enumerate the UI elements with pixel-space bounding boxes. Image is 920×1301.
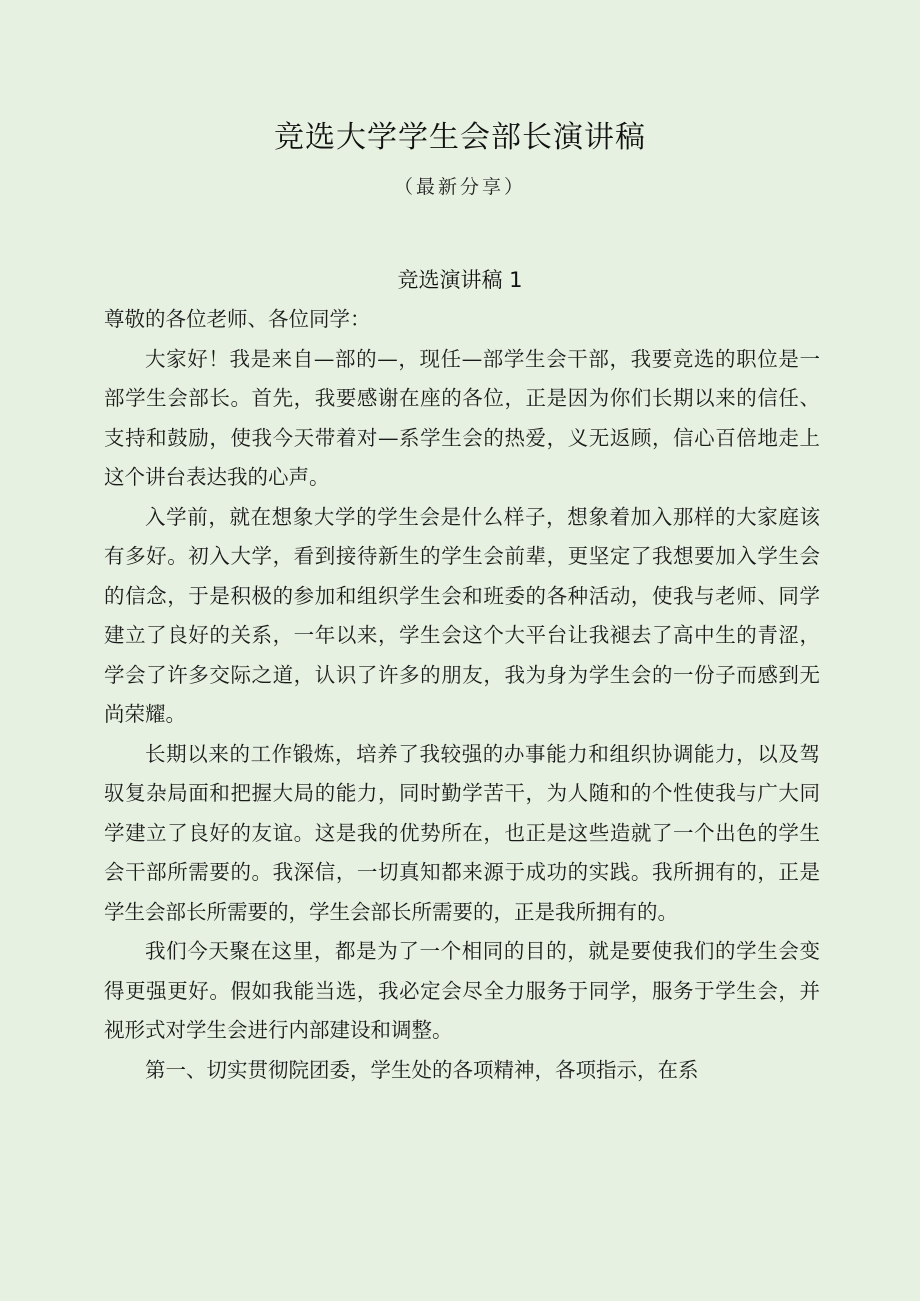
section-heading: 竞选演讲稿 1 bbox=[397, 268, 523, 292]
paragraph: 第一、切实贯彻院团委，学生处的各项精神，各项指示，在系 bbox=[145, 1057, 699, 1082]
paragraph: 大家好！我是来自—部的—，现任—部学生会干部，我要竞选的职位是一部学生会部长。首先，我要感谢在座的各位，正是因为你们长期以来的信任、支持和鼓励，使我今天带着对—系学生会的热爱，义无返顾，信心百倍地走上这个讲台表达我的心声。 bbox=[104, 346, 820, 489]
speech-body bbox=[104, 300, 820, 1090]
document-subtitle: （最新分享） bbox=[393, 176, 526, 198]
greeting-line: 尊敬的各位老师、各位同学： bbox=[104, 307, 371, 331]
document-title: 竞选大学学生会部长演讲稿 bbox=[274, 120, 646, 155]
paragraph: 我们今天聚在这里，都是为了一个相同的目的，就是要使我们的学生会变得更强更好。假如我能当选，我必定会尽全力服务于同学，服务于学生会，并视形式对学生会进行内部建设和调整。 bbox=[104, 939, 820, 1042]
paragraph: 入学前，就在想象大学的学生会是什么样子，想象着加入那样的大家庭该有多好。初入大学，看到接待新生的学生会前辈，更坚定了我想要加入学生会的信念，于是积极的参加和组织学生会和班委的各种活动，使我与老师、同学建立了良好的关系，一年以来，学生会这个大平台让我褪去了高中生的青涩，学会了许多交际之道，认识了许多的朋友，我为身为学生会的一份子而感到无尚荣耀。 bbox=[104, 504, 820, 726]
paragraph: 长期以来的工作锻炼，培养了我较强的办事能力和组织协调能力，以及驾驭复杂局面和把握大局的能力，同时勤学苦干，为人随和的个性使我与广大同学建立了良好的友谊。这是我的优势所在，也正是这些造就了一个出色的学生会干部所需要的。我深信，一切真知都来源于成功的实践。我所拥有的，正是学生会部长所需要的，学生会部长所需要的，正是我所拥有的。 bbox=[104, 741, 820, 924]
